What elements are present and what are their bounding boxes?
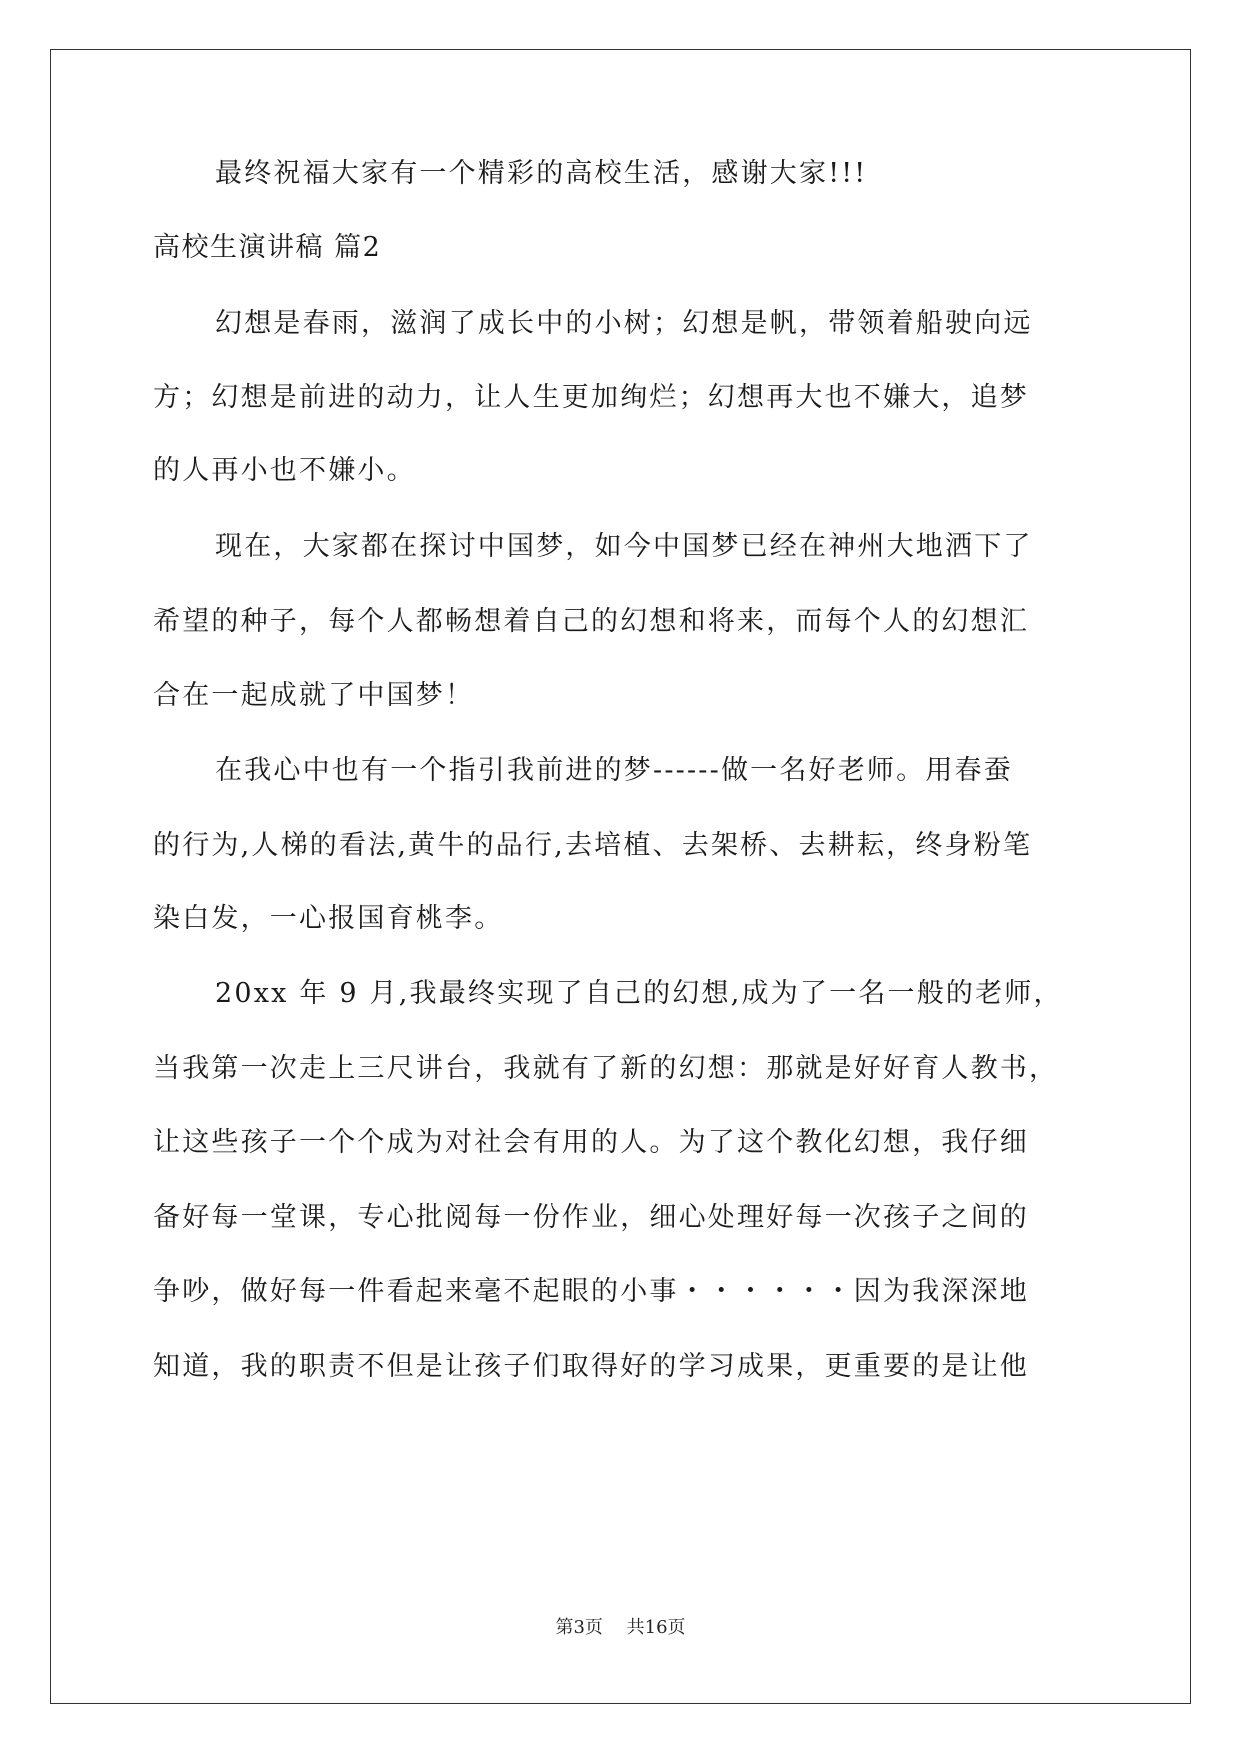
current-page-number: 第3页: [555, 1617, 603, 1638]
paragraph-2-line-3: 合在一起成就了中国梦！: [153, 680, 475, 711]
total-pages: 共16页: [626, 1617, 686, 1638]
paragraph-2-line-2: 希望的种子，每个人都畅想着自己的幻想和将来，而每个人的幻想汇: [153, 606, 1029, 637]
paragraph-4-line-2: 当我第一次走上三尺讲台，我就有了新的幻想：那就是好好育人教书，: [153, 1053, 1059, 1084]
page-border: [50, 49, 1191, 1704]
section-heading: 高校生演讲稿 篇2: [153, 232, 382, 263]
paragraph-1-line-2: 方；幻想是前进的动力，让人生更加绚烂；幻想再大也不嫌大，追梦: [153, 382, 1029, 413]
paragraph-4-line-6: 知道，我的职责不但是让孩子们取得好的学习成果，更重要的是让他: [153, 1351, 1029, 1382]
paragraph-4-line-1: 20xx 年 9 月,我最终实现了自己的幻想,成为了一名一般的老师，: [215, 978, 1063, 1009]
paragraph-2-line-1: 现在，大家都在探讨中国梦，如今中国梦已经在神州大地洒下了: [215, 531, 1033, 562]
closing-line: 最终祝福大家有一个精彩的高校生活，感谢大家!!!: [215, 158, 868, 189]
paragraph-3-line-3: 染白发，一心报国育桃李。: [153, 903, 504, 934]
paragraph-1-line-3: 的人再小也不嫌小。: [153, 455, 416, 486]
paragraph-4-line-5: 争吵，做好每一件看起来毫不起眼的小事・・・・・・因为我深深地: [153, 1276, 1029, 1307]
paragraph-4-line-3: 让这些孩子一个个成为对社会有用的人。为了这个教化幻想，我仔细: [153, 1127, 1029, 1158]
page-footer: [0, 1616, 1241, 1640]
paragraph-3-line-1: 在我心中也有一个指引我前进的梦------做一名好老师。用春蚕: [215, 755, 1013, 786]
paragraph-1-line-1: 幻想是春雨，滋润了成长中的小树；幻想是帆，带领着船驶向远: [215, 308, 1033, 339]
paragraph-3-line-2: 的行为,人梯的看法,黄牛的品行,去培植、去架桥、去耕耘，终身粉笔: [153, 830, 1033, 861]
paragraph-4-line-4: 备好每一堂课，专心批阅每一份作业，细心处理好每一次孩子之间的: [153, 1202, 1029, 1233]
